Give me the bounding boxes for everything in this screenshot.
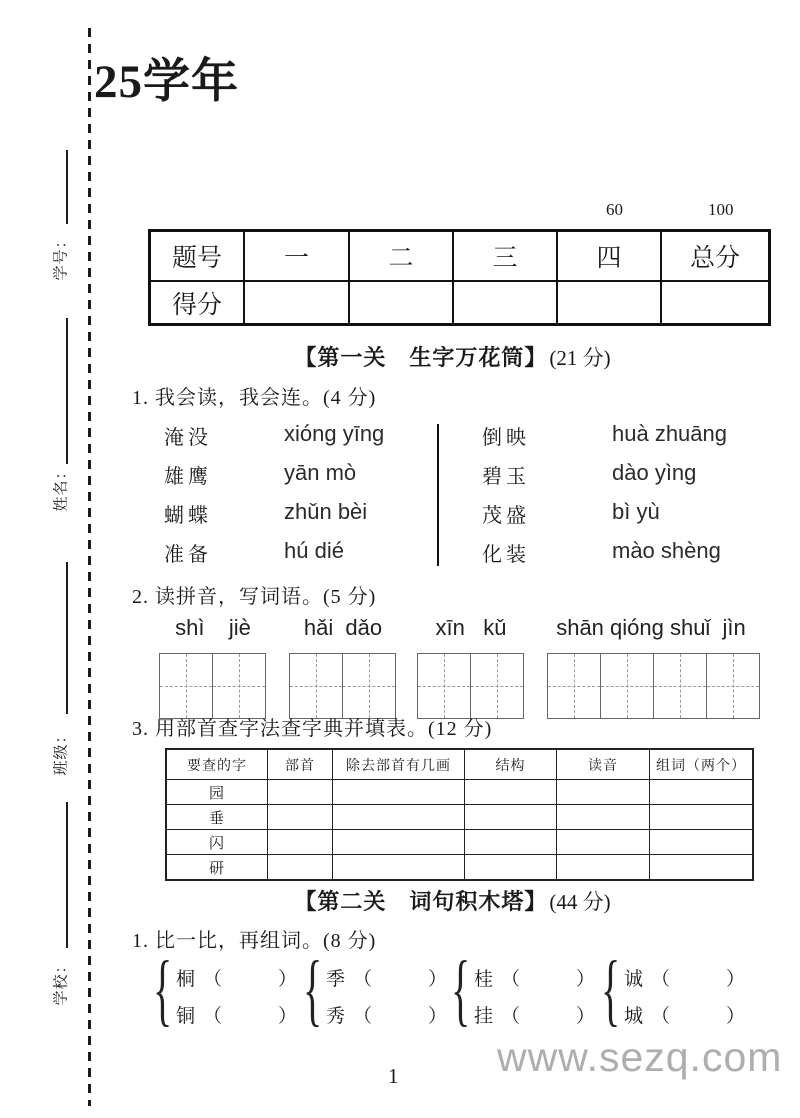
- section1-title: [150, 341, 755, 372]
- pinyin-label: xīn kǔ: [435, 615, 507, 640]
- total-number: 100: [708, 200, 734, 219]
- dict-header-cell: 结构: [465, 749, 557, 780]
- student-id-label: 学号：: [53, 232, 70, 281]
- match-word: 茂盛: [482, 505, 530, 527]
- paren-close: ）: [278, 969, 298, 990]
- word-pair-group: [451, 946, 610, 1034]
- pair-character: 季: [326, 969, 346, 990]
- score-header-cell: 一: [244, 231, 349, 282]
- paren-open: （: [501, 969, 521, 990]
- dict-empty-cell: [650, 830, 754, 855]
- dict-header-cell: 要查的字: [166, 749, 268, 780]
- score-empty-cell: [349, 281, 453, 325]
- score-row-label: 得分: [150, 281, 245, 325]
- score-empty-cell: [661, 281, 770, 325]
- paren-close: ）: [428, 969, 448, 990]
- cut-line-dashed: [88, 28, 91, 1106]
- dict-empty-cell: [268, 805, 333, 830]
- score-empty-cell: [453, 281, 557, 325]
- writing-grid: [159, 653, 266, 719]
- dict-header-cell: 部首: [268, 749, 333, 780]
- match-column-divider: [437, 424, 439, 566]
- paren-open: （: [651, 1006, 671, 1027]
- match-word: 准备: [164, 544, 212, 566]
- dict-header-cell: 组词（两个）: [650, 749, 754, 780]
- score-header-cell: 总分: [661, 231, 770, 282]
- writing-cell: [213, 654, 265, 718]
- score-header-cell: 二: [349, 231, 453, 282]
- pair-row: [176, 964, 297, 991]
- pair-row: [624, 1001, 745, 1028]
- pinyin-label: shān qióng shuǐ jìn: [556, 615, 746, 640]
- dict-empty-cell: [268, 780, 333, 805]
- dict-empty-cell: [465, 830, 557, 855]
- dict-character: 研: [166, 855, 268, 881]
- paren-open: （: [203, 1006, 223, 1027]
- dict-row: [166, 855, 753, 881]
- match-pinyin: xióng yīng: [284, 421, 385, 446]
- paren-open: （: [501, 1006, 521, 1027]
- name-blank-line: [66, 318, 68, 464]
- s1-q2-label: 2. 读拼音，写词语。(5 分): [132, 586, 377, 608]
- dict-character: 闪: [166, 830, 268, 855]
- dict-header-row: [166, 749, 753, 780]
- dict-empty-cell: [333, 830, 465, 855]
- brace-glyph: {: [451, 946, 471, 1034]
- paren-close: ）: [726, 969, 746, 990]
- school-label: 学校：: [53, 957, 70, 1006]
- writing-cell: [707, 654, 759, 718]
- score-empty-cell: [557, 281, 661, 325]
- paren-close: ）: [576, 969, 596, 990]
- dict-empty-cell: [333, 855, 465, 881]
- s1-q1-label: 1. 我会读，我会连。(4 分): [132, 387, 377, 409]
- writing-cell: [548, 654, 601, 718]
- match-word: 碧玉: [482, 466, 530, 488]
- pair-row: [326, 1001, 447, 1028]
- dict-empty-cell: [465, 805, 557, 830]
- match-pinyin: mào shèng: [612, 538, 721, 563]
- dict-row: [166, 780, 753, 805]
- match-word: 化装: [482, 544, 530, 566]
- class-blank-line: [66, 562, 68, 714]
- subtotal-number: 60: [606, 200, 623, 219]
- writing-cell: [471, 654, 523, 718]
- dict-empty-cell: [465, 780, 557, 805]
- paren-close: ）: [576, 1006, 596, 1027]
- dict-empty-cell: [333, 805, 465, 830]
- section2-points: (44 分): [549, 890, 611, 914]
- section1-title-text: 【第一关 生字万花筒】: [294, 345, 548, 370]
- s1-q3-label: 3. 用部首查字法查字典并填表。(12 分): [132, 718, 493, 740]
- pair-row: [474, 1001, 595, 1028]
- pinyin-label: hǎi dǎo: [303, 615, 383, 640]
- dict-empty-cell: [557, 780, 650, 805]
- dict-empty-cell: [557, 855, 650, 881]
- score-empty-cell: [244, 281, 349, 325]
- match-pinyin: hú dié: [284, 538, 344, 563]
- page-number: 1: [388, 1064, 399, 1088]
- match-pinyin: dào yìng: [612, 460, 697, 485]
- match-pinyin: bì yù: [612, 499, 660, 524]
- score-header-cell: 四: [557, 231, 661, 282]
- paren-open: （: [203, 969, 223, 990]
- writing-cell: [601, 654, 654, 718]
- score-header-cell: 三: [453, 231, 557, 282]
- pair-character: 秀: [326, 1006, 346, 1027]
- pair-character: 城: [624, 1006, 644, 1027]
- score-table-score-row: [150, 281, 770, 325]
- pair-character: 诚: [624, 969, 644, 990]
- watermark: www.sezq.com: [497, 1034, 783, 1080]
- paren-close: ）: [428, 1006, 448, 1027]
- match-pinyin: yān mò: [284, 460, 357, 485]
- score-table-header-row: [150, 231, 770, 282]
- section2-title-text: 【第二关 词句积木塔】: [294, 889, 548, 914]
- writing-cell: [160, 654, 213, 718]
- dict-empty-cell: [650, 805, 754, 830]
- brace-glyph: {: [303, 946, 323, 1034]
- name-label: 姓名：: [53, 463, 70, 512]
- pair-row: [474, 964, 595, 991]
- dict-empty-cell: [268, 855, 333, 881]
- writing-cell: [290, 654, 343, 718]
- brace-glyph: {: [153, 946, 173, 1034]
- match-word: 蝴蝶: [164, 505, 212, 527]
- match-word: 倒映: [482, 427, 530, 449]
- pinyin-label: shì jiè: [175, 615, 251, 640]
- s2-q1-label: 1. 比一比，再组词。(8 分): [132, 930, 377, 952]
- dict-empty-cell: [333, 780, 465, 805]
- dict-empty-cell: [557, 805, 650, 830]
- class-label: 班级：: [53, 727, 70, 776]
- word-pair-group: [153, 946, 312, 1034]
- writing-cell: [343, 654, 395, 718]
- pair-character: 铜: [176, 1006, 196, 1027]
- writing-grid: [289, 653, 396, 719]
- section1-points: (21 分): [549, 346, 611, 370]
- dict-empty-cell: [650, 855, 754, 881]
- school-blank-line: [66, 802, 68, 948]
- dict-empty-cell: [268, 830, 333, 855]
- pair-row: [326, 964, 447, 991]
- dict-row: [166, 830, 753, 855]
- score-header-cell: 题号: [150, 231, 245, 282]
- pair-character: 桐: [176, 969, 196, 990]
- match-pinyin: zhǔn bèi: [284, 499, 368, 524]
- dict-character: 垂: [166, 805, 268, 830]
- paren-open: （: [651, 969, 671, 990]
- dict-empty-cell: [650, 780, 754, 805]
- pair-row: [624, 964, 745, 991]
- word-pair-group: [601, 946, 760, 1034]
- dict-row: [166, 805, 753, 830]
- dict-empty-cell: [557, 830, 650, 855]
- writing-grid: [547, 653, 760, 719]
- match-word: 淹没: [164, 427, 212, 449]
- dict-header-cell: 除去部首有几画: [333, 749, 465, 780]
- dict-empty-cell: [465, 855, 557, 881]
- paren-open: （: [353, 1006, 373, 1027]
- dictionary-table: [165, 748, 754, 881]
- student-id-blank-line: [66, 150, 68, 224]
- pair-character: 桂: [474, 969, 494, 990]
- writing-grid: [417, 653, 524, 719]
- dict-character: 园: [166, 780, 268, 805]
- page-title: 25学年: [94, 56, 239, 108]
- pair-row: [176, 1001, 297, 1028]
- pair-character: 挂: [474, 1006, 494, 1027]
- paren-open: （: [353, 969, 373, 990]
- section2-title: [150, 885, 755, 916]
- match-word: 雄鹰: [164, 466, 212, 488]
- score-table: [148, 229, 771, 326]
- match-pinyin: huà zhuāng: [612, 421, 727, 446]
- paren-close: ）: [726, 1006, 746, 1027]
- word-pair-group: [303, 946, 462, 1034]
- paren-close: ）: [278, 1006, 298, 1027]
- writing-cell: [654, 654, 707, 718]
- dict-header-cell: 读音: [557, 749, 650, 780]
- writing-cell: [418, 654, 471, 718]
- brace-glyph: {: [601, 946, 621, 1034]
